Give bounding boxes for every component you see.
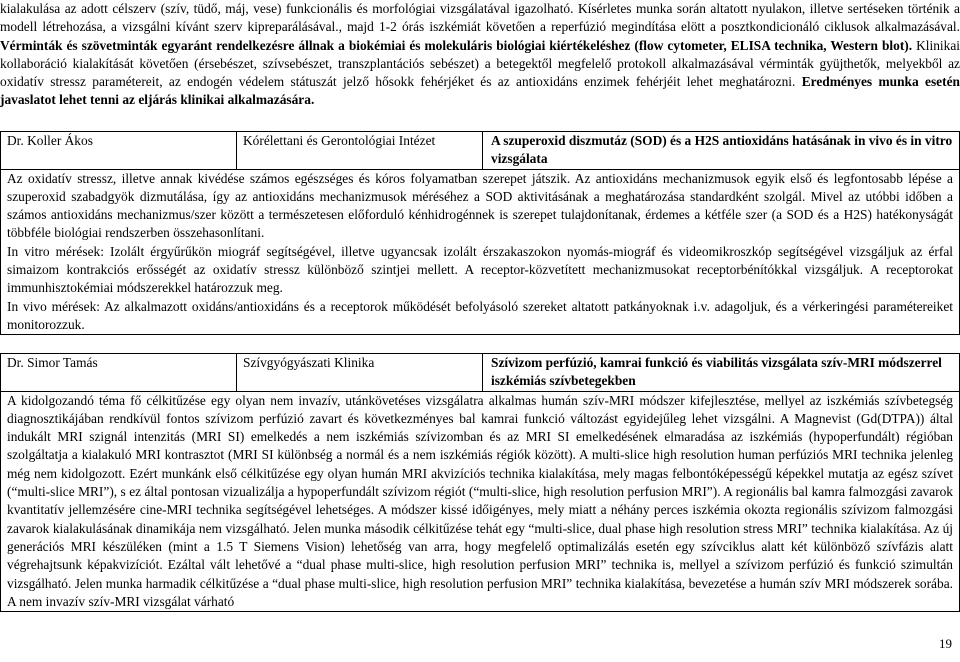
project-block-koller xyxy=(0,131,960,335)
intro-rest-text: Klinikai kollaboráció kialakítását követően (érsebészet, szívsebészet, transzplantációs sebészet) a betegektől megfelelő protokoll alkalmazásával vérminták gyüjthetők, melyekből az oxidatív stressz paramétereit, az endogén védelem státuszát jelző hősokk fehérjéket és az antioxidáns enzimek fehérjéit lehet meghatározni. xyxy=(0,37,960,90)
page-number: 19 xyxy=(939,636,952,651)
project-header xyxy=(1,354,959,392)
intro-bold-end: Eredményes munka esetén javaslatot lehet tenni az eljárás klinikai alkalmazására. xyxy=(0,74,960,108)
researcher-name: Dr. Simor Tamás xyxy=(1,354,237,391)
project-description xyxy=(1,392,959,612)
intro-bold-text: Vérminták és szövetminták egyaránt rendelkezésre állnak a biokémiai és molekuláris biológiai kiértékeléshez (flow cytometer, ELISA technika, Western blot). xyxy=(0,37,913,53)
institute-name: Szívgyógyászati Klinika xyxy=(237,354,483,391)
project-description xyxy=(1,170,959,335)
description-paragraph: In vitro mérések: Izolált érgyűrűkön miográf segítségével, illetve ugyancsak izolált érszakaszokon nyomás-miográf és videomikroszkóp segítségével vizsgáljuk az érfal simaizom kontrakciós erősségét az oxidatív stressz különböző szintjei mellett. A receptor-közvetített mechanizmusokat receptorbénítókkal vizsgáljuk. A receptorokat immunhisztokémiai módszerekkel határozzuk meg. xyxy=(7,243,953,296)
description-paragraph: A kidolgozandó téma fő célkitűzése egy olyan nem invazív, utánkövetéses vizsgálatra alkalmas humán szív-MRI módszer kifejlesztése, mellyel az iszkémiás szívbetegség diagnosztikájában rendkívül fontos szívizom perfúzió zavart és következményes bal kamrai funkció változást egyidejűleg lehet vizsgálni. A Magnevist (Gd(DTPA)) által indukált MRI szignál intenzitás (MRI SI) emelkedés a nem iszkémiás szívizomban és az MRI SI emelkedésének elmaradása az iszkémiás (hypoperfundált) régióban szolgáltatja a kialakuló MRI kontrasztot (MRI SI különbség a normál és a nem iszkémiás régiók között). A multi-slice high resolution human perfúziós MRI technika jelenleg még nem kidolgozott. Ezért munkánk első célkitűzése egy olyan humán MRI akvizíciós technika kialakítása, mely magas felbontóképességű képekkel mutatja az egész szívet (“multi-slice MRI”), s ez által pontosan vizualizálja a hypoperfundált szívizom régiót (“multi-slice, high resolution perfusion MRI”). A regionális bal kamra falmozgási zavarok kvantitatív jellemzésére cine-MRI technika segítségével lehetséges. A módszer kissé időigényes, mely miatt a néhány perces iszkémia okozta regionális szívizom falmozgási zavarok kialakulásának dinamikája nem vizsgálható. Jelen munka második célkitűzése tehát egy “multi-slice, dual phase high resolution stress MRI” technika kialakítása. Az új generációs MRI készüléken (mint a 1.5 T Siemens Vision) lehetőség van arra, hogy megfelelő optimalizálás esetén egy szívciklus alatt két különböző szívfázis alatt végrehajtsunk képakvizíciót. Ezáltal vált lehetővé a “dual phase multi-slice, high resolution perfusion MRI” technika is, mellyel a szívizom perfúzió és funkció szimultán vizsgálható. Jelen munka harmadik célkitűzése a “dual phase multi-slice, high resolution perfusion MRI” technika kialakítása, bevezetése a humán szív MRI módszerek sorába. A nem invazív szív-MRI vizsgálat várható xyxy=(7,392,953,609)
intro-paragraph xyxy=(0,0,960,110)
intro-text: kialakulása az adott célszerv (szív, tüdő, máj, vese) funkcionális és morfológiai vizsgálatával igazolható. Kísérletes munka során altatott nyulakon, illetve sertéseken történik a modell létrehozása, a vizsgálni kívánt szerv kipreparálásával., majd 1-2 órás iszkémiát követően a reperfúzió megindítása elött a posztkondicionáló ciklusok alkalmazásával. xyxy=(0,1,960,35)
project-block-simor xyxy=(0,353,960,612)
institute-name: Kórélettani és Gerontológiai Intézet xyxy=(237,132,483,169)
project-header xyxy=(1,132,959,170)
description-paragraph: Az oxidatív stressz, illetve annak kivédése számos egészséges és kóros folyamatban szerepet játszik. Az antioxidáns mechanizmusok egyik első és legfontosabb lépése a szuperoxid szabadgyök dizmutálása, így az antioxidáns mechanizmusok méréséhez a SOD aktivitásának a meghatározása standardként szolgál. Mivel az utóbbi időben a számos antioxidáns mechanizmus/szer között a természetesen előforduló kénhidrogénnek is szerepet tulajdonítanak, érdemes a kétféle szer (a SOD és a H2S) hatékonyságát többféle biológiai rendszerben összehasonlítani. xyxy=(7,170,953,241)
project-title: A szuperoxid diszmutáz (SOD) és a H2S antioxidáns hatásának in vivo és in vitro vizsgálata xyxy=(491,133,953,167)
researcher-name: Dr. Koller Ákos xyxy=(1,132,237,169)
project-title: Szívizom perfúzió, kamrai funkció és viabilitás vizsgálata szív-MRI módszerrel iszkémiás szívbetegekben xyxy=(491,355,942,389)
description-paragraph: In vivo mérések: Az alkalmazott oxidáns/antioxidáns és a receptorok működését befolyásoló szereket altatott patkányoknak i.v. adagoljuk, és a vérkeringési paramétereiket monitorozzuk. xyxy=(7,298,953,332)
